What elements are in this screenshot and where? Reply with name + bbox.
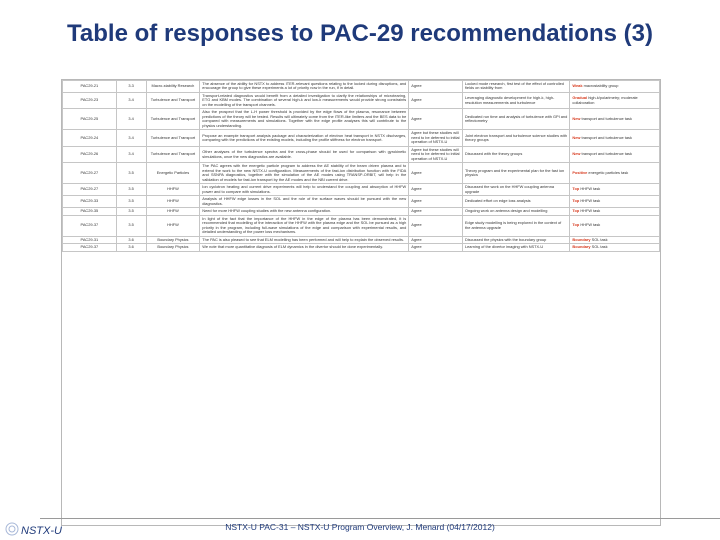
table-row xyxy=(63,236,660,243)
row-recommendation: Other analyses of the turbulence spectra and the cross-phase should be used for comparison with gyrokinetic simulations, once the new diagnostics are available. xyxy=(200,146,409,162)
relevance-text: HHFW task xyxy=(580,208,601,214)
row-relevance xyxy=(570,109,660,130)
row-response: Agree but these studies will need to be deferred to initial operation of NSTX-U xyxy=(409,130,463,146)
row-section: 3.5 xyxy=(116,208,146,215)
row-plan: Ongoing work on antenna design and modelling xyxy=(462,208,569,215)
row-recommendation: Need for more HHFW coupling studies with the new antenna configuration. xyxy=(200,208,409,215)
row-topic: Turbulence and Transport xyxy=(146,130,200,146)
row-plan: Locked mode research, first test of the effect of controlled fields on stability from xyxy=(462,81,569,93)
row-recommendation: Propose an example transport analysis package and characterization of electron heat transport in NSTX discharges, comparing with the predictions of the existing models, including the profile stiffness for electron transport. xyxy=(200,130,409,146)
row-recommendation: The PAC is also pleased to see that ELM modelling has been performed and will help to explain the observed results. xyxy=(200,236,409,243)
row-plan: Joint electron transport and turbulence science studies with theory groups xyxy=(462,130,569,146)
row-relevance xyxy=(570,236,660,243)
relevance-status: Boundary xyxy=(572,244,591,250)
relevance-status: Positive xyxy=(572,169,588,175)
row-section: 3.6 xyxy=(116,236,146,243)
row-plan: Edge study modelling is being explored in the context of the antenna upgrade xyxy=(462,215,569,236)
relevance-text: SOL task xyxy=(591,244,608,250)
relevance-text: energetic particles task xyxy=(588,169,629,175)
row-topic: Boundary Physics xyxy=(146,236,200,243)
row-topic: Turbulence and Transport xyxy=(146,92,200,108)
relevance-text: transport and turbulence task xyxy=(581,116,632,122)
table-row xyxy=(63,184,660,196)
row-response: Agree xyxy=(409,163,463,184)
row-section: 3.4 xyxy=(116,130,146,146)
relevance-text: HHFW task xyxy=(580,222,601,228)
row-response: Agree xyxy=(409,208,463,215)
row-recommendation: The PAC agrees with the energetic particle program to address the AE stability of the beam driven plasma and to extend the work to the new NSTX-U configuration. Measurements of the fast-ion distribution function with the FIDA and SSNPA diagnostics, together with the simulation of the AE modes using TRANSP-ORBIT, will help in the validation of models for fast-ion transport by the AE modes and the NBI current drive. xyxy=(200,163,409,184)
relevance-status: New xyxy=(572,151,581,157)
relevance-status: Boundary xyxy=(572,236,591,242)
row-topic: Macro-stability Research xyxy=(146,81,200,93)
row-relevance xyxy=(570,215,660,236)
row-plan: Leveraging diagnostic development for high-k, high-resolution measurements and turbulence xyxy=(462,92,569,108)
table-row xyxy=(63,92,660,108)
row-recommendation: The absence of the ability for NSTX to address ITER-relevant questions relating to the locked during disruptions, and encourage the group to give these experiments a lot of priority now in the run, if in detail. xyxy=(200,81,409,93)
table-row xyxy=(63,244,660,251)
row-id: PAC29-26 xyxy=(63,146,117,162)
row-section: 3.5 xyxy=(116,184,146,196)
row-section: 3.4 xyxy=(116,109,146,130)
row-recommendation: Transport-related diagnostics would benefit from a detailed investigation to clarify the relationships of microtearing, ETG and KBM modes. The combination of several high-k and low-k measurements would provide strong constraints on the modelling of the transport channels. xyxy=(200,92,409,108)
row-section: 3.5 xyxy=(116,196,146,208)
page-title: Table of responses to PAC-29 recommendations (3) xyxy=(67,20,653,47)
relevance-status: Top xyxy=(572,198,580,204)
row-plan: Dedicated effort on edge loss analysis xyxy=(462,196,569,208)
row-topic: HHFW xyxy=(146,208,200,215)
relevance-status: Gradual xyxy=(572,95,588,101)
row-response: Agree xyxy=(409,184,463,196)
relevance-text: transport and turbulence task xyxy=(581,134,632,140)
table-row xyxy=(63,146,660,162)
relevance-text: HHFW task xyxy=(580,198,601,204)
row-relevance xyxy=(570,196,660,208)
table-row xyxy=(63,81,660,93)
row-section: 3.5 xyxy=(116,215,146,236)
row-response: Agree xyxy=(409,81,463,93)
row-plan: Discussed the work on the HHFW coupling antenna upgrade xyxy=(462,184,569,196)
row-id: PAC29-37 xyxy=(63,215,117,236)
row-topic: HHFW xyxy=(146,184,200,196)
relevance-text: HHFW task xyxy=(580,186,601,192)
row-recommendation: We note that more quantitative diagnosis of ELM dynamics in the divertor should be done experimentally. xyxy=(200,244,409,251)
row-plan: Theory program and the experimental plan for the fast ion physics xyxy=(462,163,569,184)
row-topic: Energetic Particles xyxy=(146,163,200,184)
table-body xyxy=(63,81,660,252)
footer-divider xyxy=(40,518,720,519)
row-response: Agree xyxy=(409,244,463,251)
row-relevance xyxy=(570,81,660,93)
row-section: 3.3 xyxy=(116,81,146,93)
relevance-status: Top xyxy=(572,208,580,214)
table-row xyxy=(63,109,660,130)
relevance-text: macrostability group xyxy=(583,83,619,89)
row-topic: HHFW xyxy=(146,215,200,236)
row-id: PAC29-27 xyxy=(63,184,117,196)
relevance-status: Top xyxy=(572,186,580,192)
row-plan: Discussed with the theory groups xyxy=(462,146,569,162)
row-relevance xyxy=(570,130,660,146)
row-relevance xyxy=(570,146,660,162)
row-topic: Boundary Physics xyxy=(146,244,200,251)
relevance-status: Weak xyxy=(572,83,583,89)
table-row xyxy=(63,208,660,215)
table-row xyxy=(63,130,660,146)
table-row xyxy=(63,196,660,208)
relevance-status: New xyxy=(572,134,581,140)
row-plan: Discussed the physics with the boundary group xyxy=(462,236,569,243)
row-recommendation: In light of the fact that the importance of the HHFW in the edge of the plasma has been demonstrated, it is recommended that modelling of the interaction of the HHFW with the plasma edge and the SOL be pursued as a high priority in the program, including full-wave simulations of the edge and comparison with experimental results, and detailed understanding of the power loss mechanisms. xyxy=(200,215,409,236)
table-row xyxy=(63,215,660,236)
row-response: Agree xyxy=(409,92,463,108)
row-section: 3.6 xyxy=(116,244,146,251)
row-response: Agree but these studies will need to be deferred to initial operation of NSTX-U xyxy=(409,146,463,162)
row-section: 3.5 xyxy=(116,163,146,184)
relevance-text: SOL task xyxy=(591,236,608,242)
relevance-text: high-k/polarimetry; moderate collaboration xyxy=(572,95,638,105)
row-section: 3.4 xyxy=(116,146,146,162)
row-relevance xyxy=(570,184,660,196)
relevance-text: transport and turbulence task xyxy=(581,151,632,157)
row-id: PAC29-33 xyxy=(63,196,117,208)
responses-table-container xyxy=(61,79,661,526)
row-recommendation: Analysis of HHFW edge losses in the SOL and the role of the surface waves should be pursued with the new diagnostics. xyxy=(200,196,409,208)
row-section: 3.4 xyxy=(116,92,146,108)
row-id: PAC29-24 xyxy=(63,130,117,146)
row-id: PAC29-37 xyxy=(63,244,117,251)
row-id: PAC29-27 xyxy=(63,163,117,184)
relevance-status: New xyxy=(572,116,581,122)
relevance-status: Top xyxy=(572,222,580,228)
row-id: PAC29-21 xyxy=(63,81,117,93)
row-response: Agree xyxy=(409,215,463,236)
row-response: Agree xyxy=(409,196,463,208)
row-relevance xyxy=(570,92,660,108)
row-plan: Learning of the divertor imaging with NSTX-U xyxy=(462,244,569,251)
logo-text: NSTX-U xyxy=(21,525,62,537)
table-row xyxy=(63,163,660,184)
row-id: PAC29-25 xyxy=(63,109,117,130)
row-topic: HHFW xyxy=(146,196,200,208)
row-recommendation: Also the prospect that the L-H power threshold is provided by the edge flows of the plasma, resonance between predictions of the theory will be tested. Results will ultimately come from the ITER-like limiters and the BES data to be compared with measurements and simulations. Together with the edge profile analyses this will contribute to the physics understanding. xyxy=(200,109,409,130)
row-id: PAC29-35 xyxy=(63,208,117,215)
footer-text: NSTX-U PAC-31 – NSTX-U Program Overview, J. Menard (04/17/2012) xyxy=(225,522,495,532)
row-plan: Dedicated run time and analysis of turbulence with GPI and reflectometry xyxy=(462,109,569,130)
row-relevance xyxy=(570,208,660,215)
row-topic: Turbulence and Transport xyxy=(146,146,200,162)
row-relevance xyxy=(570,244,660,251)
row-response: Agree xyxy=(409,109,463,130)
responses-table xyxy=(62,80,660,252)
row-id: PAC29-23 xyxy=(63,92,117,108)
row-topic: Turbulence and Transport xyxy=(146,109,200,130)
row-relevance xyxy=(570,163,660,184)
row-id: PAC29-31 xyxy=(63,236,117,243)
row-response: Agree xyxy=(409,236,463,243)
row-recommendation: Ion cyclotron heating and current drive experiments will help to understand the coupling and absorption of HHFW power and to compare with simulations. xyxy=(200,184,409,196)
